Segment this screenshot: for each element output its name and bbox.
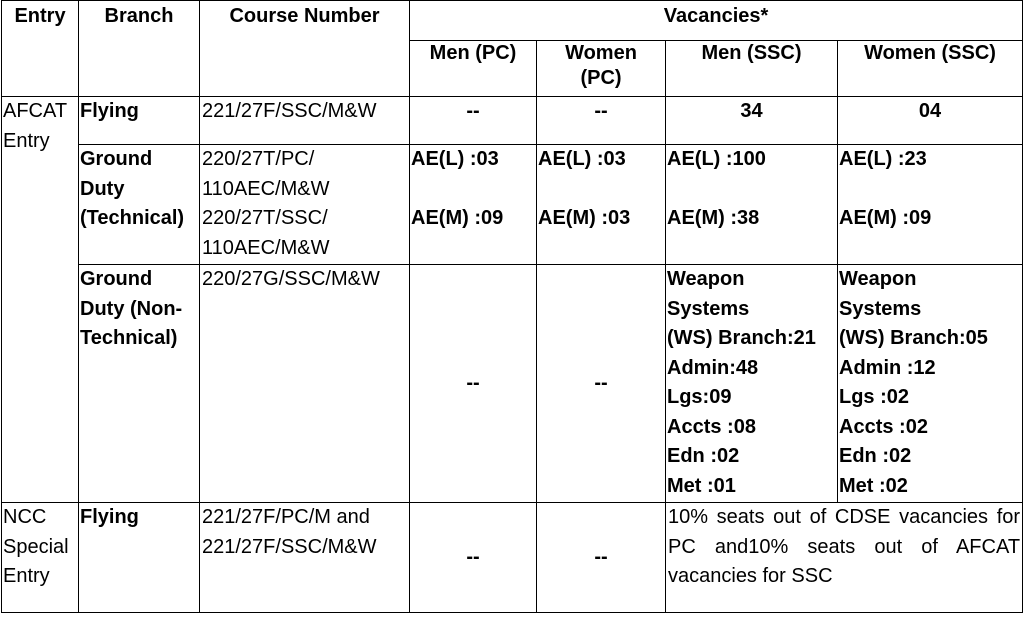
vacancies-table [1, 0, 1023, 613]
men-ssc-header: Men (SSC) [666, 41, 838, 97]
ncc-course-line2: 221/27F/SSC/M&W [202, 535, 377, 558]
afcat-technical-men-pc-ael: AE(L) :03 [411, 148, 499, 170]
women-ssc-edn: Edn :02 [839, 445, 912, 467]
afcat-technical-branch [79, 145, 200, 265]
ncc-flying-row [2, 503, 1023, 613]
afcat-flying-course: 221/27F/SSC/M&W [200, 97, 410, 145]
afcat-entry-cell [2, 97, 79, 503]
vacancies-header: Vacancies* [410, 1, 1023, 41]
afcat-technical-women-ssc-aem: AE(M) :09 [839, 207, 932, 229]
men-ssc-ws-line1: Weapon [667, 268, 745, 290]
women-pc-header [537, 41, 666, 97]
afcat-entry-line2: Entry [3, 129, 50, 152]
branch-header: Branch [79, 1, 200, 97]
men-pc-header: Men (PC) [410, 41, 537, 97]
afcat-non-technical-branch [79, 265, 200, 503]
afcat-flying-men-ssc: 34 [666, 97, 838, 145]
ncc-men-pc: -- [410, 503, 537, 613]
women-ssc-header: Women (SSC) [838, 41, 1023, 97]
afcat-non-technical-men-pc: -- [410, 265, 537, 503]
afcat-flying-row [2, 97, 1023, 145]
afcat-technical-branch-line2: Duty [80, 177, 125, 200]
men-ssc-lgs: Lgs:09 [667, 386, 732, 408]
afcat-technical-women-ssc [838, 145, 1023, 265]
afcat-non-technical-branch-line1: Ground [80, 268, 153, 290]
afcat-technical-row [2, 145, 1023, 265]
header-row-1 [2, 1, 1023, 41]
afcat-technical-women-pc [537, 145, 666, 265]
afcat-non-technical-men-ssc [666, 265, 838, 503]
afcat-non-technical-branch-line3: Technical) [80, 327, 178, 349]
women-ssc-ws-line1: Weapon [839, 268, 917, 290]
afcat-technical-branch-line1: Ground [80, 148, 153, 170]
ncc-entry-line1: NCC [3, 506, 47, 528]
course-number-header: Course Number [200, 1, 410, 97]
women-pc-header-line1: Women [565, 42, 637, 64]
afcat-non-technical-row [2, 265, 1023, 503]
afcat-technical-men-ssc-aem: AE(M) :38 [667, 207, 760, 229]
afcat-technical-course-line4: 110AEC/M&W [202, 236, 330, 259]
afcat-technical-men-ssc-ael: AE(L) :100 [667, 148, 766, 170]
afcat-non-technical-women-ssc [838, 265, 1023, 503]
ncc-ssc-note: 10% seats out of CDSE vacancies for PC and10% seats out of AFCAT vacancies for SSC [666, 503, 1023, 613]
afcat-technical-course [200, 145, 410, 265]
afcat-technical-women-ssc-ael: AE(L) :23 [839, 148, 927, 170]
men-ssc-ws-line2: Systems [667, 297, 750, 320]
ncc-entry-line3: Entry [3, 565, 50, 587]
afcat-non-technical-course: 220/27G/SSC/M&W [200, 265, 410, 503]
ncc-flying-course [200, 503, 410, 613]
women-ssc-lgs: Lgs :02 [839, 386, 910, 408]
women-ssc-accts: Accts :02 [839, 415, 928, 438]
afcat-technical-course-line3: 220/27T/SSC/ [202, 207, 328, 229]
men-ssc-ws-branch: (WS) Branch:21 [667, 327, 816, 349]
ncc-flying-branch: Flying [79, 503, 200, 613]
ncc-women-pc: -- [537, 503, 666, 613]
men-ssc-met: Met :01 [667, 474, 736, 497]
women-ssc-met: Met :02 [839, 474, 908, 497]
afcat-flying-men-pc: -- [410, 97, 537, 145]
ncc-course-line1: 221/27F/PC/M and [202, 506, 370, 528]
entry-header: Entry [2, 1, 79, 97]
women-pc-header-line2: (PC) [580, 67, 622, 89]
afcat-non-technical-branch-line2: Duty (Non- [80, 297, 183, 320]
ncc-entry-line2: Special [3, 535, 69, 558]
ncc-entry-cell [2, 503, 79, 613]
women-ssc-ws-line2: Systems [839, 297, 922, 320]
afcat-technical-men-pc-aem: AE(M) :09 [411, 207, 504, 229]
afcat-technical-branch-line3: (Technical) [80, 207, 185, 229]
afcat-technical-women-pc-aem: AE(M) :03 [538, 207, 631, 229]
women-ssc-ws-branch: (WS) Branch:05 [839, 327, 988, 349]
afcat-entry-line1: AFCAT [3, 100, 68, 122]
afcat-technical-men-pc [410, 145, 537, 265]
men-ssc-edn: Edn :02 [667, 445, 740, 467]
afcat-technical-course-line2: 110AEC/M&W [202, 177, 330, 200]
afcat-flying-women-pc: -- [537, 97, 666, 145]
afcat-non-technical-women-pc: -- [537, 265, 666, 503]
afcat-technical-women-pc-ael: AE(L) :03 [538, 148, 626, 170]
women-ssc-admin: Admin :12 [839, 356, 936, 379]
afcat-flying-branch: Flying [79, 97, 200, 145]
men-ssc-accts: Accts :08 [667, 415, 756, 438]
afcat-technical-course-line1: 220/27T/PC/ [202, 148, 315, 170]
afcat-technical-men-ssc [666, 145, 838, 265]
men-ssc-admin: Admin:48 [667, 356, 759, 379]
afcat-flying-women-ssc: 04 [838, 97, 1023, 145]
